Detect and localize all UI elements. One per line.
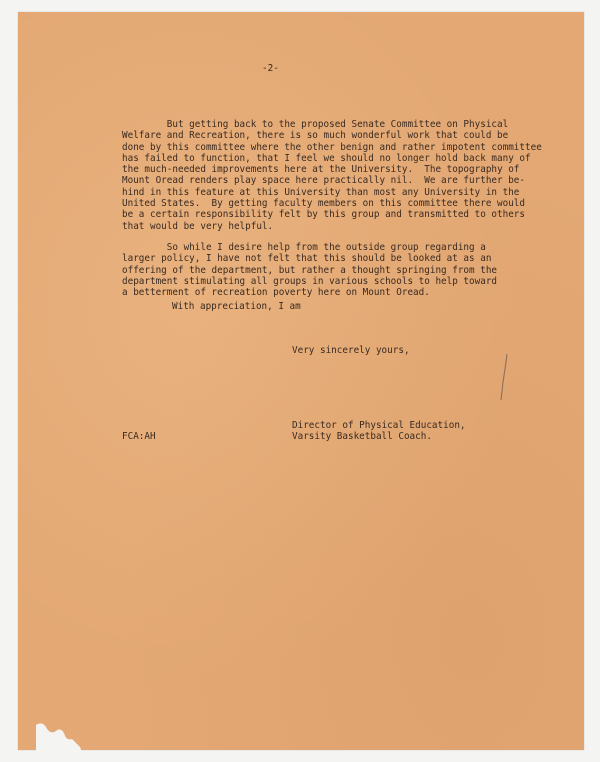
paragraph-2-line: a betterment of recreation poverty here on Mount Oread. <box>122 287 430 299</box>
paragraph-1-line: Mount Oread renders play space here practically nil. We are further be- <box>122 175 525 187</box>
pencil-mark <box>498 352 510 402</box>
paragraph-1-line: the much-needed improvements here at the University. The topography of <box>122 164 520 176</box>
paragraph-1-line: done by this committee where the other benign and rather impotent committee <box>122 141 542 153</box>
paragraph-2-line: larger policy, I have not felt that this should be looked at as an <box>122 253 492 265</box>
closing-line: With appreciation, I am <box>172 301 301 312</box>
signature-title-line-2: Varsity Basketball Coach. <box>292 431 432 443</box>
paragraph-1-line: But getting back to the proposed Senate Committee on Physical <box>122 119 509 130</box>
paragraph-2-line: So while I desire help from the outside group regarding a <box>122 242 486 253</box>
paragraph-1-line: hind in this feature at this University than most any University in the <box>122 186 520 198</box>
paragraph-2 <box>122 242 497 298</box>
paragraph-1-line: that would be very helpful. <box>122 220 274 232</box>
paragraph-2-line: offering of the department, but rather a thought springing from the <box>122 264 498 276</box>
paragraph-2-line: department stimulating all groups in various schools to help toward <box>122 275 498 287</box>
paragraph-1-line: United States. By getting faculty members on this committee there would <box>122 198 525 210</box>
typist-initials: FCA:AH <box>122 431 156 442</box>
valediction: Very sincerely yours, <box>292 345 410 356</box>
paragraph-1 <box>122 119 542 232</box>
paragraph-1-line: Welfare and Recreation, there is so much wonderful work that could be <box>122 130 509 142</box>
paragraph-1-line: be a certain responsibility felt by this group and transmitted to others <box>122 209 525 221</box>
page-number: -2- <box>262 63 279 74</box>
signature-title-line-1: Director of Physical Education, <box>292 420 466 431</box>
paragraph-1-line: has failed to function, that I feel we should no longer hold back many of <box>122 152 531 164</box>
torn-corner <box>36 717 106 762</box>
signature-title <box>292 420 466 443</box>
